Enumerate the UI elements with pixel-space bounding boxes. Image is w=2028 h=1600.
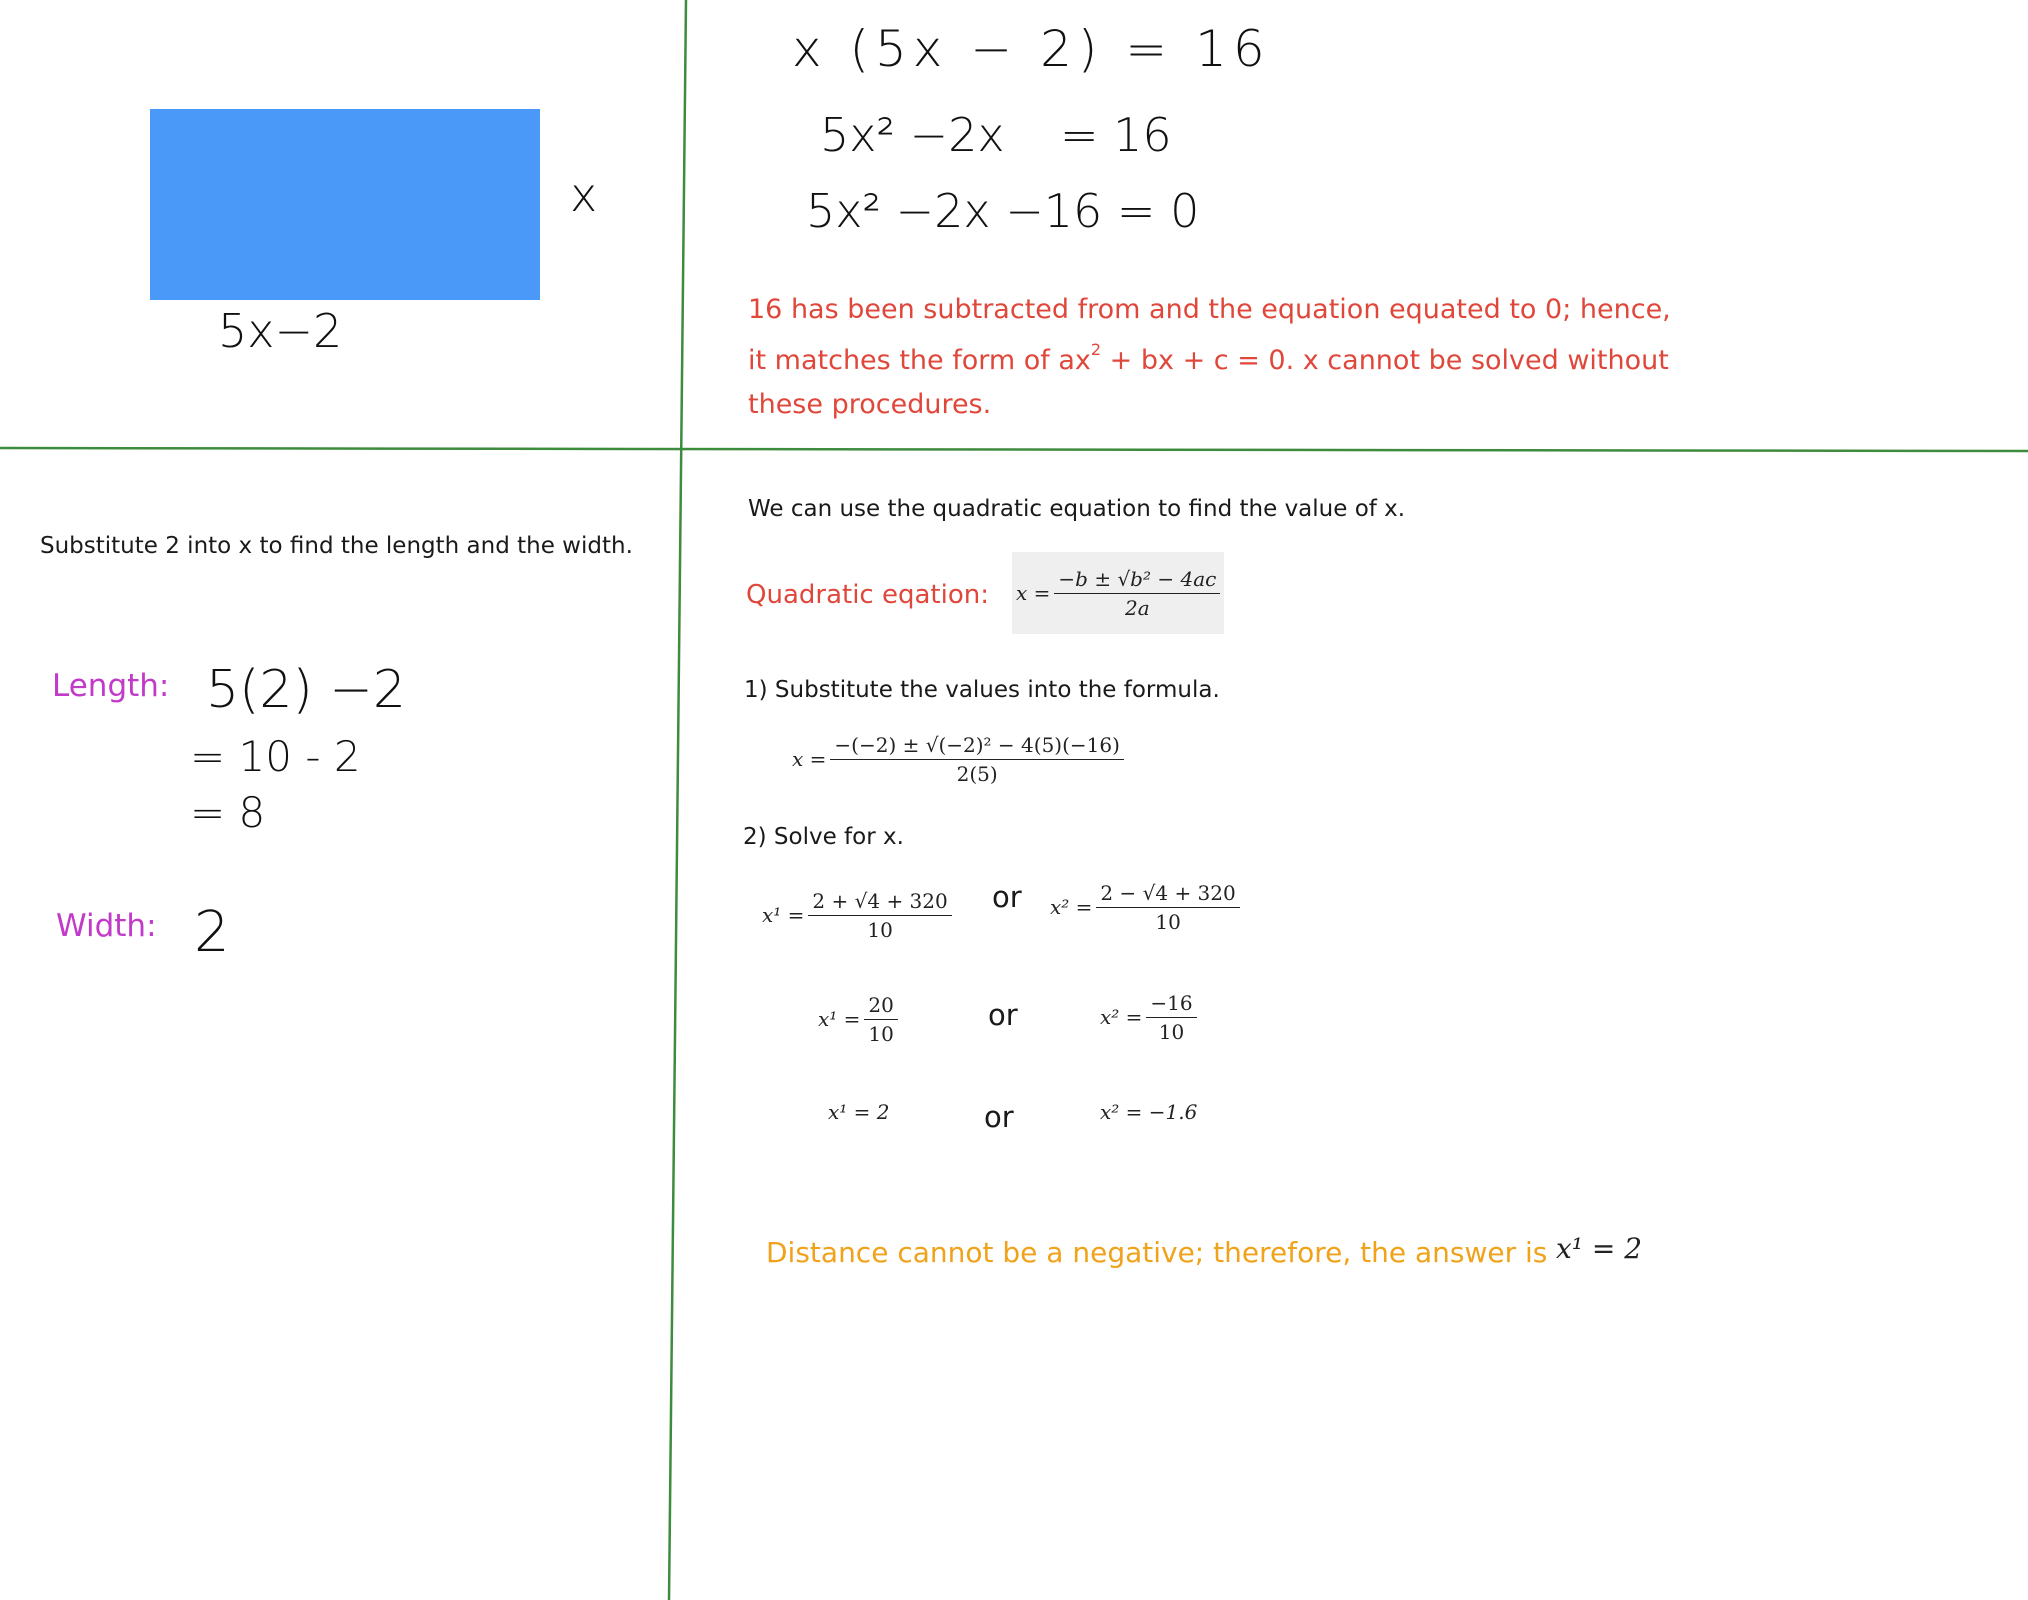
rectangle-side-label: x bbox=[570, 168, 598, 222]
solution-a-2 bbox=[1050, 872, 1244, 942]
formula-lhs: x = bbox=[1016, 581, 1051, 605]
solution-c-2: x² = −1.6 bbox=[1100, 1100, 1198, 1124]
formula-fraction bbox=[1054, 567, 1220, 620]
step-1-equation bbox=[792, 724, 1128, 794]
solution-b-1-denominator: 10 bbox=[868, 1021, 894, 1046]
explanation-line-2: it matches the form of $ax^2$ + bx + c = 0. x cannot be solved without bbox=[748, 340, 1669, 376]
vertical-divider bbox=[669, 0, 686, 1600]
solution-c-1: x¹ = 2 bbox=[828, 1100, 890, 1124]
equation-line-3: 5x² −2x −16 = 0 bbox=[806, 184, 1200, 238]
formula-denominator: 2a bbox=[1125, 595, 1150, 620]
rectangle-shape bbox=[150, 109, 540, 300]
equation-line-2-left: 5x² −2x bbox=[820, 108, 1005, 162]
explanation-line-1: 16 has been subtracted from and the equation equated to 0; hence, bbox=[748, 294, 1671, 325]
substitute-instruction: Substitute 2 into x to find the length and the width. bbox=[40, 533, 633, 559]
equation-line-1: x (5x − 2) = 16 bbox=[792, 20, 1271, 78]
solution-b-1-lhs: x¹ = bbox=[818, 1007, 861, 1031]
step-1-numerator: −(−2) ± √(−2)² − 4(5)(−16) bbox=[830, 733, 1124, 760]
or-label-a: or bbox=[992, 880, 1022, 914]
solution-a-1 bbox=[762, 880, 956, 950]
step-2-label: 2) Solve for x. bbox=[743, 824, 904, 850]
explanation-text bbox=[748, 288, 1671, 427]
solution-b-2-lhs: x² = bbox=[1100, 1005, 1143, 1029]
rectangle-bottom-label: 5x−2 bbox=[218, 304, 343, 358]
step-1-denominator: 2(5) bbox=[956, 761, 998, 786]
solution-b-2-denominator: 10 bbox=[1158, 1019, 1185, 1044]
length-step-3: = 8 bbox=[190, 788, 266, 837]
solution-a-1-fraction bbox=[808, 889, 951, 942]
solution-b-1-numerator: 20 bbox=[864, 993, 897, 1020]
solution-b-1-fraction bbox=[864, 993, 897, 1046]
or-label-b: or bbox=[988, 998, 1018, 1032]
width-label: Width: bbox=[56, 908, 157, 944]
or-label-c: or bbox=[984, 1100, 1014, 1134]
width-value: 2 bbox=[194, 900, 230, 965]
length-step-2: = 10 - 2 bbox=[190, 732, 361, 781]
quadratic-formula bbox=[1016, 556, 1224, 630]
step-1-fraction bbox=[830, 733, 1124, 786]
step-1-label: 1) Substitute the values into the formula. bbox=[744, 677, 1220, 703]
conclusion-math: x¹ = 2 bbox=[1556, 1232, 1643, 1265]
solution-b-2-fraction bbox=[1146, 991, 1196, 1044]
horizontal-divider bbox=[0, 448, 2028, 451]
length-step-1: 5(2) −2 bbox=[206, 660, 406, 720]
solution-a-2-fraction bbox=[1096, 881, 1239, 934]
solution-b-1 bbox=[818, 984, 902, 1054]
formula-numerator: −b ± √b² − 4ac bbox=[1054, 567, 1220, 594]
explanation-line-3: these procedures. bbox=[748, 389, 992, 420]
equation-line-2-right: = 16 bbox=[1060, 108, 1172, 162]
solution-a-1-denominator: 10 bbox=[867, 917, 893, 942]
solution-b-2-numerator: −16 bbox=[1146, 991, 1196, 1018]
solution-a-2-numerator: 2 − √4 + 320 bbox=[1096, 881, 1239, 908]
quadratic-intro: We can use the quadratic equation to find the value of x. bbox=[748, 496, 1406, 522]
solution-a-1-numerator: 2 + √4 + 320 bbox=[808, 889, 951, 916]
step-1-lhs: x = bbox=[792, 747, 827, 771]
solution-a-2-denominator: 10 bbox=[1155, 909, 1181, 934]
conclusion-text: Distance cannot be a negative; therefore, the answer is bbox=[766, 1236, 1548, 1269]
length-label: Length: bbox=[52, 668, 170, 704]
solution-a-2-lhs: x² = bbox=[1050, 895, 1093, 919]
solution-b-2 bbox=[1100, 982, 1201, 1052]
formula-label: Quadratic eqation: bbox=[746, 580, 989, 610]
solution-a-1-lhs: x¹ = bbox=[762, 903, 805, 927]
